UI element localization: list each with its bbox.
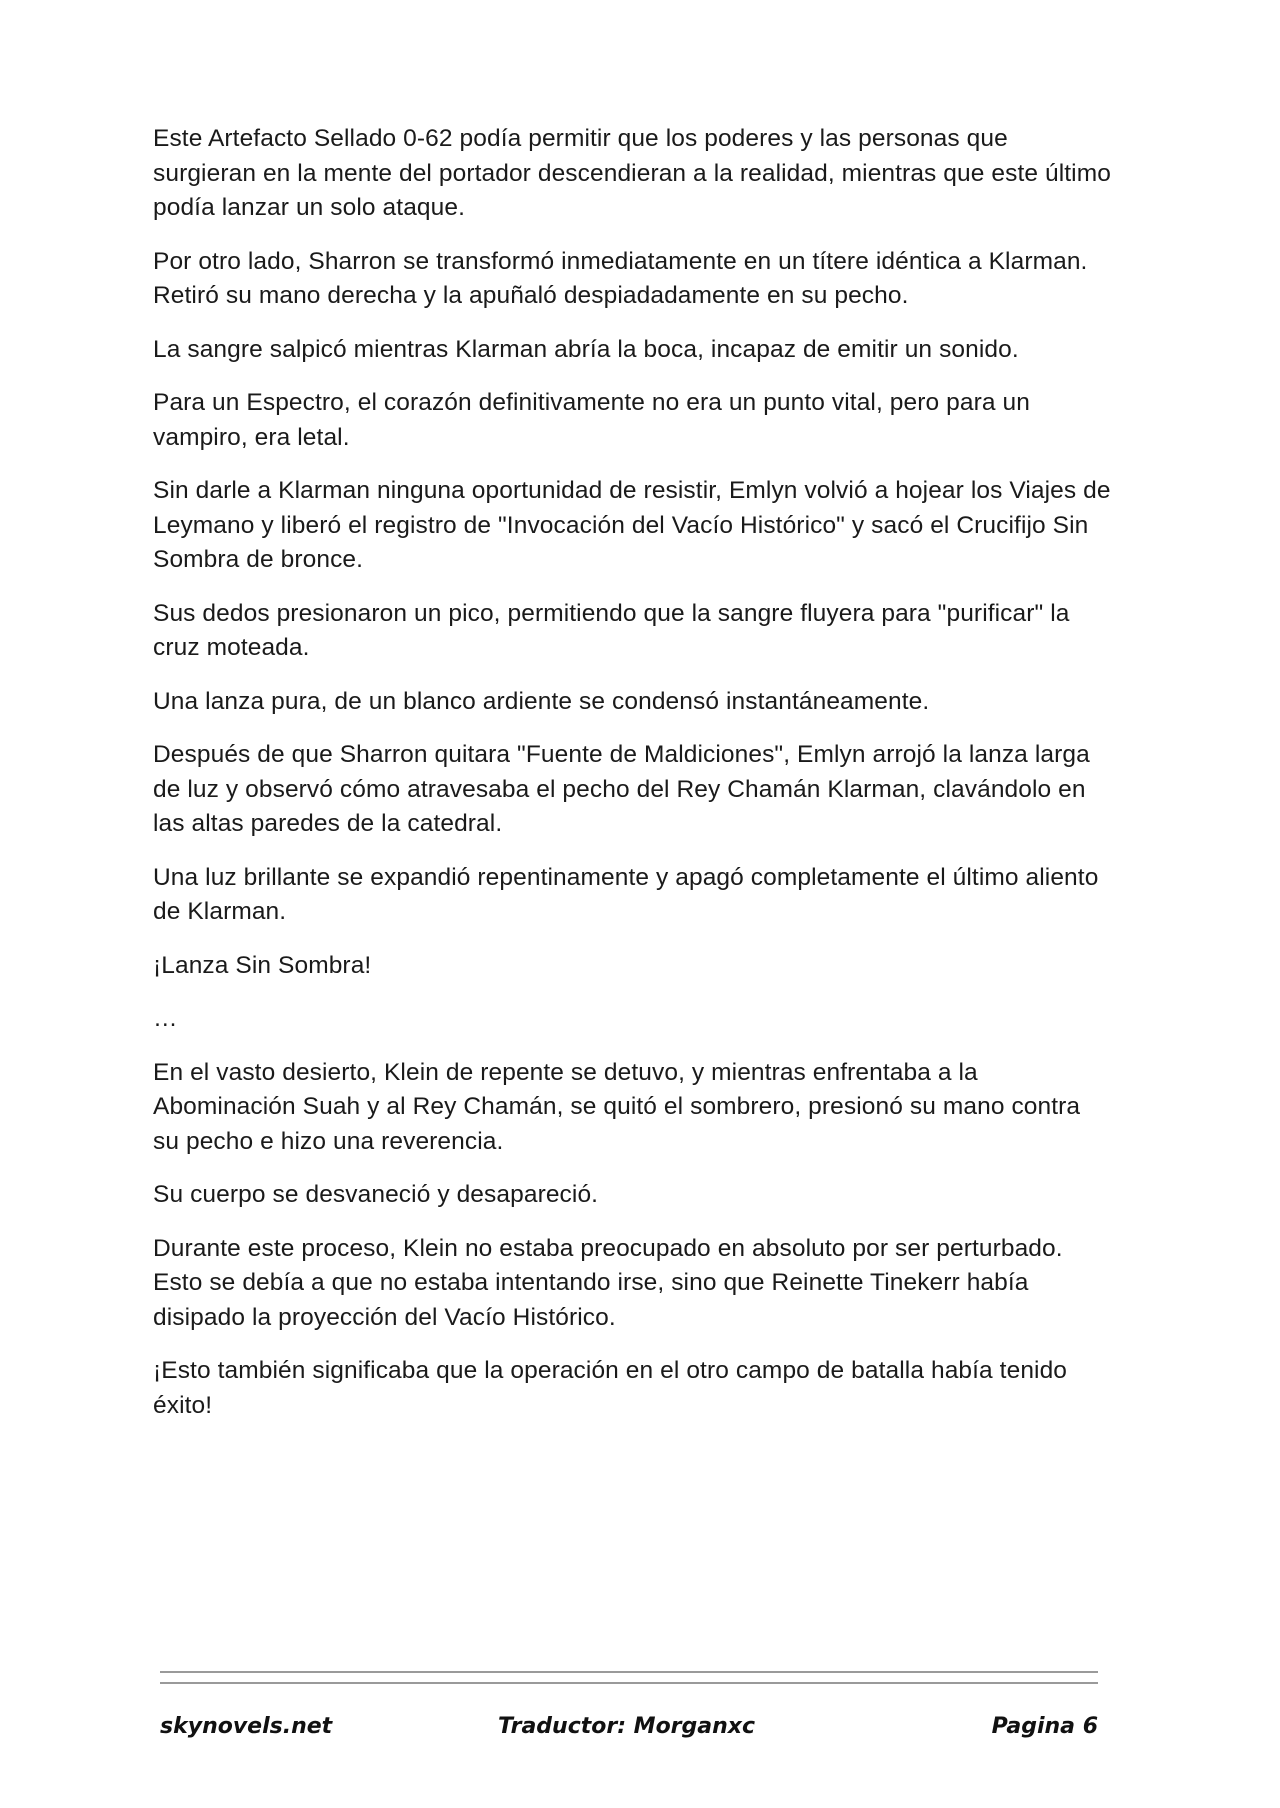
footer-page-number: Pagina 6 [991, 1714, 1098, 1739]
paragraph: Una luz brillante se expandió repentinamente y apagó completamente el último aliento de Klarman. [153, 863, 1099, 925]
footer-site: skynovels.net [160, 1714, 333, 1739]
paragraph: Este Artefacto Sellado 0-62 podía permitir que los poderes y las personas que surgieran en la mente del portador descendieran a la realidad, mientras que este último podía lanzar un solo ataque. [153, 125, 1111, 221]
paragraph: Durante este proceso, Klein no estaba preocupado en absoluto por ser perturbado. Esto se debía a que no estaba intentando irse, sino que Reinette Tinekerr había disipado la proyección del Vacío Histórico. [153, 1234, 1063, 1331]
paragraph: Sin darle a Klarman ninguna oportunidad de resistir, Emlyn volvió a hojear los Viajes de Leymano y liberó el registro de "Invocación del Vacío Histórico" y sacó el Crucifijo Sin Sombra de bronce. [153, 477, 1111, 573]
paragraph: Para un Espectro, el corazón definitivamente no era un punto vital, pero para un vampiro, era letal. [153, 389, 1030, 451]
page-footer [160, 1714, 1098, 1748]
footer-divider [160, 1682, 1098, 1684]
paragraph: … [153, 1005, 178, 1032]
paragraph: ¡Lanza Sin Sombra! [153, 951, 372, 979]
paragraph: Su cuerpo se desvaneció y desapareció. [153, 1181, 599, 1208]
paragraph: Sus dedos presionaron un pico, permitiendo que la sangre fluyera para "purificar" la cruz moteada. [153, 599, 1070, 661]
footer-translator: Traductor: Morganxc [498, 1714, 756, 1739]
body-text [153, 122, 1113, 1442]
paragraph: ¡Esto también significaba que la operación en el otro campo de batalla había tenido éxito! [153, 1357, 1068, 1419]
paragraph: Una lanza pura, de un blanco ardiente se condensó instantáneamente. [153, 687, 930, 715]
paragraph: La sangre salpicó mientras Klarman abría la boca, incapaz de emitir un sonido. [153, 335, 1019, 363]
paragraph: Después de que Sharron quitara "Fuente de Maldiciones", Emlyn arrojó la lanza larga de luz y observó cómo atravesaba el pecho del Rey Chamán Klarman, clavándolo en las altas paredes de la catedral. [153, 741, 1090, 837]
paragraph: Por otro lado, Sharron se transformó inmediatamente en un títere idéntica a Klarman. Retiró su mano derecha y la apuñaló despiadadamente en su pecho. [153, 247, 1088, 309]
footer-divider [160, 1671, 1098, 1673]
paragraph: En el vasto desierto, Klein de repente se detuvo, y mientras enfrentaba a la Abominación Suah y al Rey Chamán, se quitó el sombrero, presionó su mano contra su pecho e hizo una reverencia. [153, 1058, 1081, 1155]
